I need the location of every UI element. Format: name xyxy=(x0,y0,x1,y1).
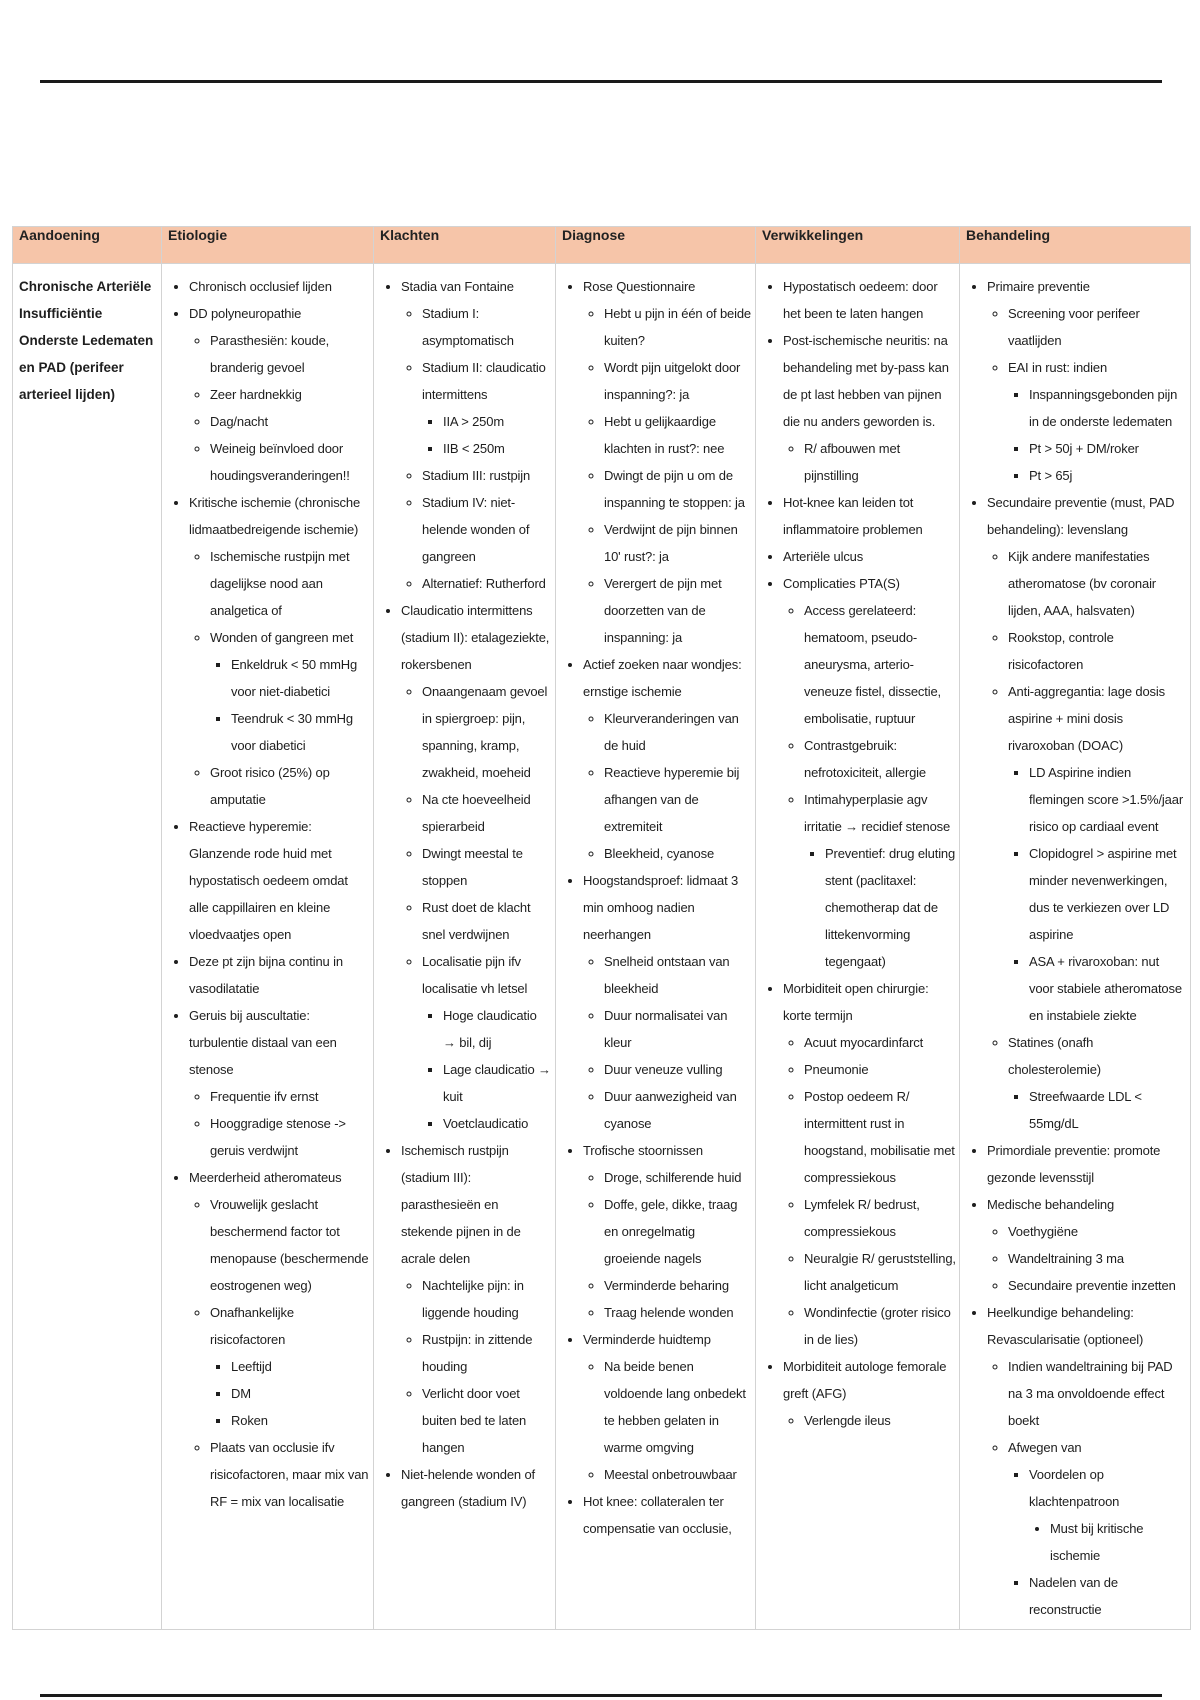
list-item xyxy=(1029,462,1187,489)
list-item-text: Primaire preventie xyxy=(987,279,1090,294)
bullet-list xyxy=(401,1272,552,1461)
list-item xyxy=(583,651,752,867)
list-item-text: Verdwijnt de pijn binnen 10' rust?: ja xyxy=(604,522,738,564)
list-item-text: Hot-knee kan leiden tot inflammatoire problemen xyxy=(783,495,923,537)
list-item xyxy=(210,408,370,435)
list-item-text: Kritische ischemie (chronische lidmaatbedreigende ischemie) xyxy=(189,495,361,537)
list-item xyxy=(604,840,752,867)
list-item-text: Voetclaudicatio xyxy=(443,1116,529,1131)
list-item-text: Intimahyperplasie agv irritatie → recidief stenose xyxy=(804,792,951,834)
list-item xyxy=(1008,1353,1187,1434)
list-item-text: Droge, schilferende huid xyxy=(604,1170,742,1185)
summary-table xyxy=(12,226,1191,1630)
list-item xyxy=(210,381,370,408)
list-item xyxy=(604,948,752,1002)
list-item-text: Leeftijd xyxy=(231,1359,272,1374)
list-item-text: Pt > 65j xyxy=(1029,468,1073,483)
list-item-text: Wondinfectie (groter risico in de lies) xyxy=(804,1305,951,1347)
list-item-text: Nachtelijke pijn: in liggende houding xyxy=(422,1278,524,1320)
list-item-text: Morbiditeit autologe femorale greft (AFG) xyxy=(783,1359,947,1401)
top-rule xyxy=(40,80,1162,83)
list-item-text: Actief zoeken naar wondjes: ernstige ischemie xyxy=(583,657,742,699)
header-etiologie: Etiologie xyxy=(162,227,374,264)
list-item xyxy=(422,570,552,597)
header-diagnose: Diagnose xyxy=(556,227,756,264)
list-item xyxy=(210,327,370,381)
list-item xyxy=(783,570,956,975)
list-item xyxy=(1008,1218,1187,1245)
list-item xyxy=(604,705,752,759)
list-item xyxy=(401,1137,552,1461)
list-item-text: Rustpijn: in zittende houding xyxy=(422,1332,533,1374)
list-item xyxy=(987,1191,1187,1299)
bullet-list xyxy=(583,300,752,651)
list-item xyxy=(422,894,552,948)
list-item xyxy=(804,1083,956,1191)
list-item-text: Bleekheid, cyanose xyxy=(604,846,715,861)
bullet-list xyxy=(378,273,552,1515)
list-item-text: Niet-helende wonden of gangreen (stadium IV) xyxy=(401,1467,536,1509)
list-item-text: Rose Questionnaire xyxy=(583,279,696,294)
list-item xyxy=(804,1407,956,1434)
list-item-text: EAI in rust: indien xyxy=(1008,360,1108,375)
list-item-text: Stadia van Fontaine xyxy=(401,279,514,294)
list-item xyxy=(583,273,752,651)
list-item-text: Preventief: drug eluting stent (paclitaxel: chemotherap dat de littekenvorming tegengaat) xyxy=(825,846,956,969)
list-item xyxy=(189,948,370,1002)
list-item-text: Stadium I: asymptomatisch xyxy=(422,306,514,348)
list-item xyxy=(422,462,552,489)
list-item-text: Secundaire preventie (must, PAD behandeling): levenslang xyxy=(987,495,1175,537)
list-item-text: Verminderde huidtemp xyxy=(583,1332,711,1347)
list-item xyxy=(604,759,752,840)
list-item xyxy=(804,1056,956,1083)
list-item-text: Clopidogrel > aspirine met minder nevenwerkingen, dus te verkiezen over LD aspirine xyxy=(1029,846,1177,942)
list-item-text: Stadium II: claudicatio intermittens xyxy=(422,360,546,402)
bullet-list xyxy=(583,1164,752,1326)
diagnose-cell xyxy=(556,264,756,1630)
list-item xyxy=(783,975,956,1353)
list-item xyxy=(1008,678,1187,1029)
list-item-text: Must bij kritische ischemie xyxy=(1050,1521,1144,1563)
list-item-text: ASA + rivaroxoban: nut voor stabiele atheromatose en instabiele ziekte xyxy=(1029,954,1182,1023)
list-item-text: Access gerelateerd: hematoom, pseudo-aneurysma, arterio-veneuze fistel, dissectie, embolisatie, ruptuur xyxy=(804,603,942,726)
list-item xyxy=(210,624,370,759)
list-item-text: Voethygiëne xyxy=(1008,1224,1078,1239)
verwikkelingen-cell xyxy=(756,264,960,1630)
condition-cell xyxy=(13,264,162,1630)
list-item xyxy=(401,1461,552,1515)
list-item xyxy=(422,1326,552,1380)
bullet-list xyxy=(560,273,752,1542)
list-item-text: Trofische stoornissen xyxy=(583,1143,703,1158)
list-item xyxy=(1029,840,1187,948)
behandeling-cell xyxy=(960,264,1191,1630)
list-item xyxy=(231,651,370,705)
list-item xyxy=(401,597,552,1137)
bullet-list xyxy=(1008,381,1187,489)
list-item xyxy=(604,1353,752,1461)
list-item-text: Duur veneuze vulling xyxy=(604,1062,723,1077)
list-item xyxy=(1029,381,1187,435)
list-item xyxy=(1008,300,1187,354)
list-item-text: Chronisch occlusief lijden xyxy=(189,279,332,294)
bullet-list xyxy=(783,435,956,489)
bullet-list xyxy=(166,273,370,1515)
list-item xyxy=(987,1137,1187,1191)
list-item xyxy=(189,1002,370,1164)
bullet-list xyxy=(987,300,1187,489)
list-item xyxy=(1029,948,1187,1029)
list-item xyxy=(210,1110,370,1164)
list-item xyxy=(1029,1569,1187,1623)
list-item-text: Morbiditeit open chirurgie: korte termijn xyxy=(783,981,929,1023)
list-item xyxy=(189,1164,370,1515)
list-item xyxy=(1029,435,1187,462)
list-item-text: Deze pt zijn bijna continu in vasodilatatie xyxy=(189,954,343,996)
list-item xyxy=(231,1380,370,1407)
bullet-list xyxy=(189,543,370,813)
list-item xyxy=(443,1002,552,1056)
list-item-text: Medische behandeling xyxy=(987,1197,1115,1212)
bullet-list xyxy=(583,1353,752,1488)
list-item-text: Kijk andere manifestaties atheromatose (bv coronair lijden, AAA, halsvaten) xyxy=(1008,549,1156,618)
list-item xyxy=(210,1083,370,1110)
list-item-text: Nadelen van de reconstructie xyxy=(1029,1575,1118,1617)
list-item xyxy=(231,705,370,759)
list-item xyxy=(783,1353,956,1434)
list-item-text: R/ afbouwen met pijnstilling xyxy=(804,441,901,483)
list-item-text: DM xyxy=(231,1386,251,1401)
list-item-text: Screening voor perifeer vaatlijden xyxy=(1008,306,1140,348)
list-item-text: Hot knee: collateralen ter compensatie van occlusie, xyxy=(583,1494,732,1536)
bullet-list xyxy=(1008,1461,1187,1623)
list-item-text: Pneumonie xyxy=(804,1062,869,1077)
etiologie-cell xyxy=(162,264,374,1630)
list-item xyxy=(804,1191,956,1245)
list-item-text: Teendruk < 30 mmHg voor diabetici xyxy=(231,711,353,753)
list-item-text: Localisatie pijn ifv localisatie vh letsel xyxy=(422,954,528,996)
list-item xyxy=(604,516,752,570)
list-item-text: Reactieve hyperemie bij afhangen van de extremiteit xyxy=(604,765,740,834)
list-item-text: Snelheid ontstaan van bleekheid xyxy=(604,954,730,996)
list-item-text: Wonden of gangreen met xyxy=(210,630,354,645)
list-item-text: Hebt u pijn in één of beide kuiten? xyxy=(604,306,752,348)
list-item-text: Alternatief: Rutherford xyxy=(422,576,546,591)
bullet-list xyxy=(401,300,552,597)
list-item xyxy=(804,1029,956,1056)
list-item xyxy=(783,489,956,543)
bullet-list xyxy=(987,1218,1187,1299)
list-item xyxy=(210,543,370,624)
list-item-text: Lage claudicatio → kuit xyxy=(443,1062,551,1104)
list-item-text: Inspanningsgebonden pijn in de onderste ledematen xyxy=(1029,387,1178,429)
list-item xyxy=(422,1272,552,1326)
list-item-text: Dwingt meestal te stoppen xyxy=(422,846,523,888)
bullet-list xyxy=(189,327,370,489)
list-item-text: Kleurveranderingen van de huid xyxy=(604,711,739,753)
list-item-text: Doffe, gele, dikke, traag en onregelmatig groeiende nagels xyxy=(604,1197,738,1266)
list-item-text: Roken xyxy=(231,1413,268,1428)
list-item-text: Complicaties PTA(S) xyxy=(783,576,900,591)
list-item-text: Frequentie ifv ernst xyxy=(210,1089,319,1104)
list-item xyxy=(583,1326,752,1488)
list-item xyxy=(783,273,956,327)
list-item xyxy=(604,1083,752,1137)
list-item xyxy=(825,840,956,975)
list-item xyxy=(1008,1029,1187,1137)
klachten-cell xyxy=(374,264,556,1630)
bullet-list xyxy=(783,1029,956,1353)
list-item xyxy=(422,1380,552,1461)
list-item-text: Hypostatisch oedeem: door het been te laten hangen xyxy=(783,279,938,321)
list-item xyxy=(604,462,752,516)
list-item xyxy=(604,300,752,354)
list-item-text: Plaats van occlusie ifv risicofactoren, maar mix van RF = mix van localisatie xyxy=(210,1440,369,1509)
list-item xyxy=(783,543,956,570)
list-item xyxy=(210,435,370,489)
list-item xyxy=(604,1164,752,1191)
list-item xyxy=(1029,1461,1187,1569)
header-behandeling: Behandeling xyxy=(960,227,1191,264)
list-item-text: Post-ischemische neuritis: na behandeling met by-pass kan de pt last hebben van pijnen die nu anders geworden is. xyxy=(783,333,949,429)
list-item-text: Verlengde ileus xyxy=(804,1413,891,1428)
bullet-list xyxy=(401,678,552,1137)
list-item-text: Postop oedeem R/ intermittent rust in hoogstand, mobilisatie met compressiekous xyxy=(804,1089,955,1185)
header-aandoening: Aandoening xyxy=(13,227,162,264)
list-item-text: Geruis bij auscultatie: turbulentie distaal van een stenose xyxy=(189,1008,337,1077)
list-item-text: Stadium III: rustpijn xyxy=(422,468,531,483)
list-item xyxy=(189,300,370,489)
list-item xyxy=(804,435,956,489)
list-item-text: IIB < 250m xyxy=(443,441,505,456)
list-item xyxy=(422,786,552,840)
list-item xyxy=(1008,1272,1187,1299)
list-item-text: Zeer hardnekkig xyxy=(210,387,302,402)
list-item xyxy=(804,786,956,975)
list-item-text: Primordiale preventie: promote gezonde levensstijl xyxy=(987,1143,1161,1185)
list-item-text: Rust doet de klacht snel verdwijnen xyxy=(422,900,531,942)
list-item-text: Verergert de pijn met doorzetten van de inspanning: ja xyxy=(604,576,722,645)
list-item xyxy=(422,489,552,570)
bullet-list xyxy=(422,1002,552,1137)
list-item-text: Voordelen op klachtenpatroon xyxy=(1029,1467,1120,1509)
list-item xyxy=(604,1002,752,1056)
list-item-text: Hooggradige stenose -> geruis verdwijnt xyxy=(210,1116,346,1158)
list-item xyxy=(1029,1083,1187,1137)
list-item xyxy=(604,1191,752,1272)
list-item-text: Meestal onbetrouwbaar xyxy=(604,1467,737,1482)
list-item xyxy=(210,1191,370,1299)
list-item xyxy=(804,1245,956,1299)
list-item xyxy=(422,840,552,894)
list-item-text: Meerderheid atheromateus xyxy=(189,1170,342,1185)
table-row xyxy=(13,264,1191,1630)
header-row xyxy=(13,227,1191,264)
list-item xyxy=(783,327,956,489)
list-item-text: LD Aspirine indien flemingen score >1.5%/jaar risico op cardiaal event xyxy=(1029,765,1183,834)
list-item xyxy=(987,1299,1187,1623)
list-item-text: Acuut myocardinfarct xyxy=(804,1035,924,1050)
bullet-list xyxy=(1008,759,1187,1029)
list-item xyxy=(987,489,1187,1137)
list-item-text: DD polyneuropathie xyxy=(189,306,302,321)
list-item xyxy=(1008,1434,1187,1623)
list-item-text: Statines (onafh cholesterolemie) xyxy=(1008,1035,1101,1077)
bullet-list xyxy=(1008,1083,1187,1137)
list-item xyxy=(401,273,552,597)
list-item xyxy=(422,354,552,462)
list-item-text: Duur normalisatei van kleur xyxy=(604,1008,728,1050)
bullet-list xyxy=(804,840,956,975)
list-item xyxy=(804,1299,956,1353)
list-item-text: Contrastgebruik: nefrotoxiciteit, allergie xyxy=(804,738,926,780)
list-item xyxy=(422,948,552,1137)
list-item-text: Parasthesiën: koude, branderig gevoel xyxy=(210,333,330,375)
bullet-list xyxy=(189,1083,370,1164)
list-item xyxy=(189,489,370,813)
list-item-text: Hoge claudicatio → bil, dij xyxy=(443,1008,537,1050)
list-item xyxy=(583,1488,752,1542)
list-item xyxy=(422,300,552,354)
list-item-text: Arteriële ulcus xyxy=(783,549,864,564)
list-item xyxy=(443,408,552,435)
list-item-text: Reactieve hyperemie: Glanzende rode huid met hypostatisch oedeem omdat alle cappillairen en kleine vloedvaatjes open xyxy=(189,819,348,942)
bullet-list xyxy=(987,1353,1187,1623)
list-item-text: Ischemische rustpijn met dagelijkse nood aan analgetica of xyxy=(210,549,350,618)
list-item xyxy=(210,759,370,813)
list-item xyxy=(604,1461,752,1488)
list-item-text: Stadium IV: niet-helende wonden of gangreen xyxy=(422,495,530,564)
bottom-rule xyxy=(40,1694,1162,1697)
list-item-text: Streefwaarde LDL < 55mg/dL xyxy=(1029,1089,1142,1131)
list-item-text: Neuralgie R/ geruststelling, licht analgeticum xyxy=(804,1251,956,1293)
list-item xyxy=(422,678,552,786)
list-item xyxy=(1008,354,1187,489)
list-item-text: Duur aanwezigheid van cyanose xyxy=(604,1089,737,1131)
header-klachten: Klachten xyxy=(374,227,556,264)
list-item xyxy=(583,1137,752,1326)
list-item-text: Lymfelek R/ bedrust, compressiekous xyxy=(804,1197,920,1239)
list-item xyxy=(1029,759,1187,840)
bullet-list xyxy=(583,948,752,1137)
list-item-text: Verminderde beharing xyxy=(604,1278,729,1293)
list-item-text: Ischemisch rustpijn (stadium III): parasthesieën en stekende pijnen in de acrale delen xyxy=(401,1143,521,1266)
list-item xyxy=(443,1110,552,1137)
list-item xyxy=(583,867,752,1137)
list-item-text: Rookstop, controle risicofactoren xyxy=(1008,630,1114,672)
bullet-list xyxy=(189,1191,370,1515)
list-item-text: Hebt u gelijkaardige klachten in rust?: nee xyxy=(604,414,725,456)
list-item xyxy=(1050,1515,1187,1569)
bullet-list xyxy=(783,1407,956,1434)
bullet-list xyxy=(210,651,370,759)
list-item xyxy=(987,273,1187,489)
list-item-text: Dag/nacht xyxy=(210,414,268,429)
list-item-text: Groot risico (25%) op amputatie xyxy=(210,765,330,807)
list-item xyxy=(1008,624,1187,678)
list-item-text: Enkeldruk < 50 mmHg voor niet-diabetici xyxy=(231,657,358,699)
list-item xyxy=(604,1299,752,1326)
bullet-list xyxy=(987,543,1187,1137)
bullet-list xyxy=(422,408,552,462)
bullet-list xyxy=(583,705,752,867)
list-item xyxy=(1008,543,1187,624)
list-item xyxy=(804,597,956,732)
bullet-list xyxy=(760,273,956,1434)
list-item-text: Claudicatio intermittens (stadium II): etalageziekte, rokersbenen xyxy=(401,603,550,672)
list-item-text: Traag helende wonden xyxy=(604,1305,734,1320)
list-item xyxy=(443,435,552,462)
list-item-text: Onafhankelijke risicofactoren xyxy=(210,1305,294,1347)
list-item xyxy=(604,570,752,651)
list-item xyxy=(443,1056,552,1110)
list-item-text: Pt > 50j + DM/roker xyxy=(1029,441,1139,456)
list-item xyxy=(604,1272,752,1299)
list-item xyxy=(189,813,370,948)
list-item-text: Anti-aggregantia: lage dosis aspirine + mini dosis rivaroxoban (DOAC) xyxy=(1008,684,1165,753)
list-item-text: Onaangenaam gevoel in spiergroep: pijn, spanning, kramp, zwakheid, moeheid xyxy=(422,684,548,780)
list-item xyxy=(210,1299,370,1434)
condition-name: Chronische Arteriële Insufficiëntie Onderste Ledematen en PAD (perifeer arterieel lijden) xyxy=(19,279,154,402)
list-item-text: Verlicht door voet buiten bed te laten hangen xyxy=(422,1386,527,1455)
list-item-text: Na cte hoeveelheid spierarbeid xyxy=(422,792,531,834)
list-item-text: Vrouwelijk geslacht beschermend factor tot menopause (beschermende eostrogenen weg) xyxy=(210,1197,369,1293)
list-item-text: IIA > 250m xyxy=(443,414,505,429)
header-verwikkelingen: Verwikkelingen xyxy=(756,227,960,264)
list-item xyxy=(1008,1245,1187,1272)
list-item xyxy=(231,1353,370,1380)
bullet-list xyxy=(1029,1515,1187,1569)
list-item-text: Indien wandeltraining bij PAD na 3 ma onvoldoende effect boekt xyxy=(1008,1359,1173,1428)
bullet-list xyxy=(964,273,1187,1623)
bullet-list xyxy=(783,597,956,975)
list-item xyxy=(804,732,956,786)
list-item-text: Na beide benen voldoende lang onbedekt te hebben gelaten in warme omgving xyxy=(604,1359,746,1455)
list-item xyxy=(210,1434,370,1515)
list-item-text: Afwegen van xyxy=(1008,1440,1082,1455)
list-item-text: Wandeltraining 3 ma xyxy=(1008,1251,1124,1266)
bullet-list xyxy=(210,1353,370,1434)
list-item-text: Dwingt de pijn u om de inspanning te stoppen: ja xyxy=(604,468,745,510)
list-item-text: Weineig beïnvloed door houdingsveranderingen!! xyxy=(210,441,350,483)
list-item-text: Wordt pijn uitgelokt door inspanning?: ja xyxy=(604,360,741,402)
list-item-text: Secundaire preventie inzetten xyxy=(1008,1278,1176,1293)
list-item xyxy=(231,1407,370,1434)
list-item-text: Hoogstandsproef: lidmaat 3 min omhoog nadien neerhangen xyxy=(583,873,739,942)
list-item xyxy=(189,273,370,300)
list-item xyxy=(604,408,752,462)
list-item xyxy=(604,354,752,408)
list-item-text: Heelkundige behandeling: Revascularisatie (optioneel) xyxy=(987,1305,1144,1347)
list-item xyxy=(604,1056,752,1083)
